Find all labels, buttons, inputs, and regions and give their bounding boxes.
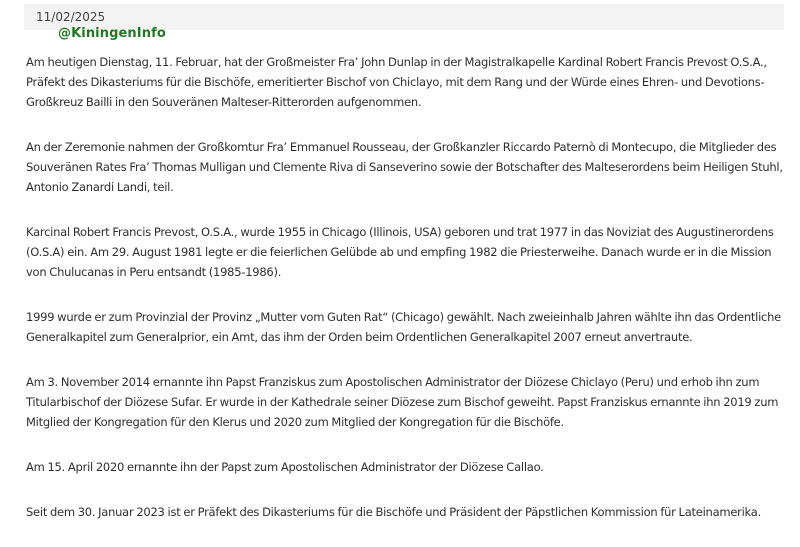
paragraph-4 bbox=[26, 307, 781, 347]
text-line: Am heutigen Dienstag, 11. Februar, hat der Großmeister Fra’ John Dunlap in der Magistralkapelle Kardinal Robert Francis Prevost O.S.A., bbox=[26, 55, 767, 69]
text-line: von Chulucanas in Peru entsandt (1985-1986). bbox=[26, 265, 282, 279]
text-line: Mitglied der Kongregation für den Klerus und 2020 zum Mitglied der Kongregation für die Bischöfe. bbox=[26, 415, 564, 429]
text-line: Antonio Zanardi Landi, teil. bbox=[26, 180, 174, 194]
text-line: Am 15. April 2020 ernannte ihn der Papst zum Apostolischen Administrator der Diözese Callao. bbox=[26, 460, 544, 474]
paragraph-1 bbox=[26, 52, 772, 112]
text-line: 1999 wurde er zum Provinzial der Provinz „Mutter vom Guten Rat“ (Chicago) gewählt. Nach zweieinhalb Jahren wählte ihn das Ordentliche bbox=[26, 310, 781, 324]
text-line: Generalkapitel zum Generalprior, ein Amt, das ihm der Orden beim Ordentlichen Generalkapitel 2007 erneut anvertraute. bbox=[26, 330, 693, 344]
text-line: Souveränen Rates Fra’ Thomas Mulligan und Clemente Riva di Sanseverino sowie der Botschafter des Malteserordens beim Heiligen Stuhl, bbox=[26, 160, 783, 174]
paragraph-7 bbox=[26, 502, 772, 522]
channel-watermark: @KiningenInfo bbox=[58, 26, 166, 41]
text-line: (O.S.A) ein. Am 29. August 1981 legte er die feierlichen Gelübde ab und empfing 1982 die Priesterweihe. Danach wurde er in die Mission bbox=[26, 245, 772, 259]
paragraph-2 bbox=[26, 137, 783, 197]
text-line: Am 3. November 2014 ernannte ihn Papst Franziskus zum Apostolischen Administrator der Diözese Chiclayo (Peru) und erhob ihn zum bbox=[26, 375, 760, 389]
text-line: Titularbischof der Diözese Sufar. Er wurde in der Kathedrale seiner Diözese zum Bischof geweiht. Papst Franziskus ernannte ihn 2019 zum bbox=[26, 395, 779, 409]
paragraph-6 bbox=[26, 457, 772, 477]
text-line: Großkreuz Bailli in den Souveränen Malteser-Ritterorden aufgenommen. bbox=[26, 95, 422, 109]
paragraph-3 bbox=[26, 222, 772, 282]
paragraph-5 bbox=[26, 372, 779, 432]
text-line: Seit dem 30. Januar 2023 ist er Präfekt des Dikasteriums für die Bischöfe und Präsident der Päpstlichen Kommission für Lateinamerika. bbox=[26, 505, 761, 519]
text-line: Karcinal Robert Francis Prevost, O.S.A., wurde 1955 in Chicago (Illinois, USA) geboren und trat 1977 in das Noviziat des Augustinerordens bbox=[26, 225, 774, 239]
text-line: Präfekt des Dikasteriums für die Bischöfe, emeritierter Bischof von Chiclayo, mit dem Rang und der Würde eines Ehren- und Devotions- bbox=[26, 75, 765, 89]
post-date: 11/02/2025 bbox=[36, 10, 106, 24]
text-line: An der Zeremonie nahmen der Großkomtur Fra’ Emmanuel Rousseau, der Großkanzler Riccardo Paternò di Montecupo, die Mitglieder des bbox=[26, 140, 777, 154]
article-body bbox=[26, 52, 783, 547]
